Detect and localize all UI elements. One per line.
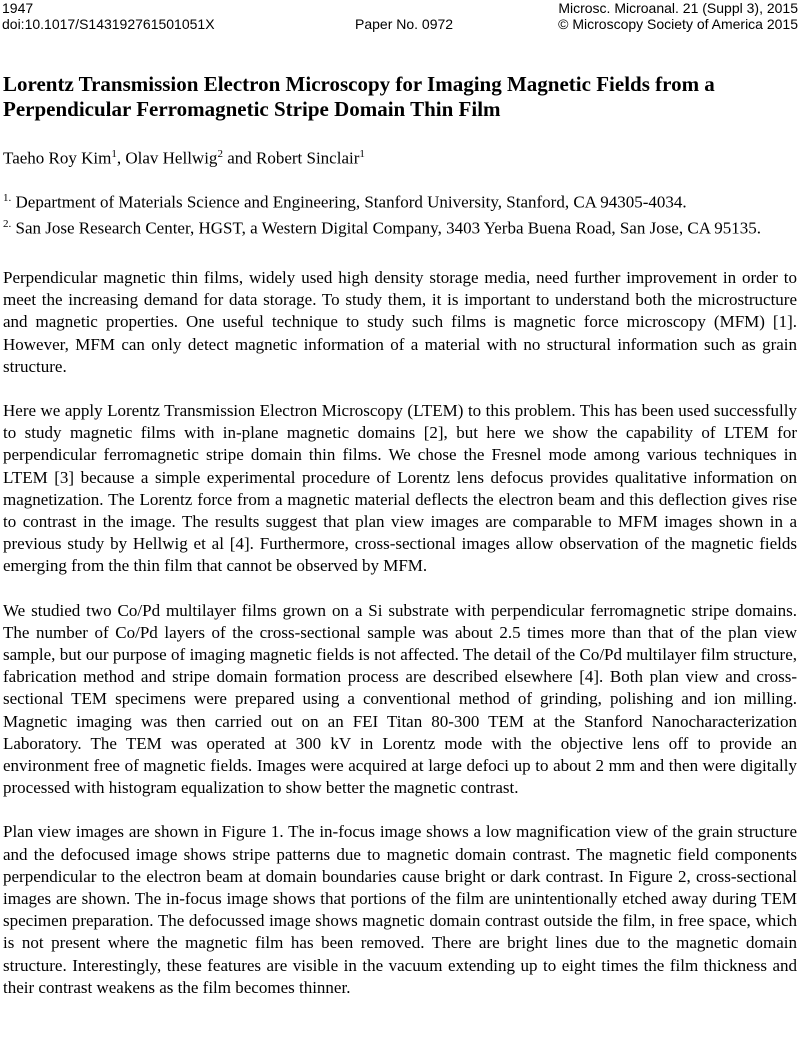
body-paragraph: We studied two Co/Pd multilayer films grown on a Si substrate with perpendicular ferromagnetic stripe domains. The number of Co/Pd layers of the cross-sectional sample was about 2.5 times more than that of the plan view sample, but our purpose of imaging magnetic fields is not affected. The detail of the Co/Pd multilayer film structure, fabrication method and stripe domain formation process are described elsewhere [4]. Both plan view and cross-sectional TEM specimens were prepared using a conventional method of grinding, polishing and ion milling. Magnetic imaging was then carried out on an FEI Titan 80-300 TEM at the Stanford Nanocharacterization Laboratory. The TEM was operated at 300 kV in Lorentz mode with the objective lens off to provide an environment free of magnetic fields. Images were acquired at large defoci up to about 2 mm and then were digitally processed with histogram equalization to show better the magnetic contrast. <box>3 600 797 798</box>
body-paragraph: Here we apply Lorentz Transmission Electron Microscopy (LTEM) to this problem. This has been used successfully to study magnetic films with in-plane magnetic domains [2], but here we show the capability of LTEM for perpendicular ferromagnetic stripe domain thin films. We chose the Fresnel mode among various techniques in LTEM [3] because a simple experimental procedure of Lorentz lens defocus provides qualitative information on magnetization. The Lorentz force from a magnetic material deflects the electron beam and this deflection gives rise to contrast in the image. The results suggest that plan view images are comparable to MFM images shown in a previous study by Hellwig et al [4]. Furthermore, cross-sectional images allow observation of the magnetic fields emerging from the thin film that cannot be observed by MFM. <box>3 400 797 576</box>
author-sup: 2 <box>217 148 223 160</box>
author-list <box>3 143 797 170</box>
paper-title: Lorentz Transmission Electron Microscopy for Imaging Magnetic Fields from a Perpendicular Ferromagnetic Stripe Domain Thin Film <box>3 72 715 121</box>
affiliation <box>3 187 797 214</box>
author: Taeho Roy Kim <box>3 148 112 168</box>
body-paragraph: Plan view images are shown in Figure 1. The in-focus image shows a low magnification view of the grain structure and the defocused image shows stripe patterns due to magnetic domain contrast. The magnetic field components perpendicular to the electron beam at domain boundaries cause bright or dark contrast. In Figure 2, cross-sectional images are shown. The in-focus image shows that portions of the film are unintentionally etched away during TEM specimen preparation. The defocussed image shows magnetic domain contrast outside the film, in free space, which is not present where the magnetic film has been removed. There are bright lines due to the magnetic domain structure. Interestingly, these features are visible in the vacuum extending up to eight times the film thickness and their contrast weakens as the film becomes thinner. <box>3 822 797 997</box>
author-sup: 1 <box>359 148 365 160</box>
affiliation-text: Department of Materials Science and Engineering, Stanford University, Stanford, CA 94305-4034. <box>15 192 687 212</box>
author-separator: and <box>222 148 256 168</box>
author: Robert Sinclair <box>255 148 360 168</box>
page-header <box>0 0 800 32</box>
author: Olav Hellwig <box>125 148 218 168</box>
affiliation-text: San Jose Research Center, HGST, a Western Digital Company, 3403 Yerba Buena Road, San Jose, CA 95135. <box>15 218 762 238</box>
body-paragraph: Perpendicular magnetic thin films, widely used high density storage media, need further improvement in order to meet the increasing demand for data storage. To study them, it is important to understand both the microstructure and magnetic properties. One useful technique to study such films is magnetic force microscopy (MFM) [1]. However, MFM can only detect magnetic information of a material with no structural information such as grain structure. <box>3 267 797 376</box>
author-sup: 1 <box>111 148 117 160</box>
copyright: © Microscopy Society of America 2015 <box>558 16 798 32</box>
affiliation-sup: 2. <box>3 218 12 231</box>
header-right <box>558 0 798 32</box>
paper-number: Paper No. 0972 <box>355 16 454 32</box>
journal-citation: Microsc. Microanal. 21 (Suppl 3), 2015 <box>558 0 798 16</box>
paper-body <box>3 72 797 1016</box>
page-number: 1947 <box>2 0 34 16</box>
header-left <box>2 0 215 32</box>
affiliation <box>3 213 797 240</box>
affiliation-sup: 1. <box>3 191 12 204</box>
author-separator: , <box>116 148 126 168</box>
doi[interactable]: doi:10.1017/S143192761501051X <box>2 16 215 32</box>
affiliations <box>3 187 797 240</box>
